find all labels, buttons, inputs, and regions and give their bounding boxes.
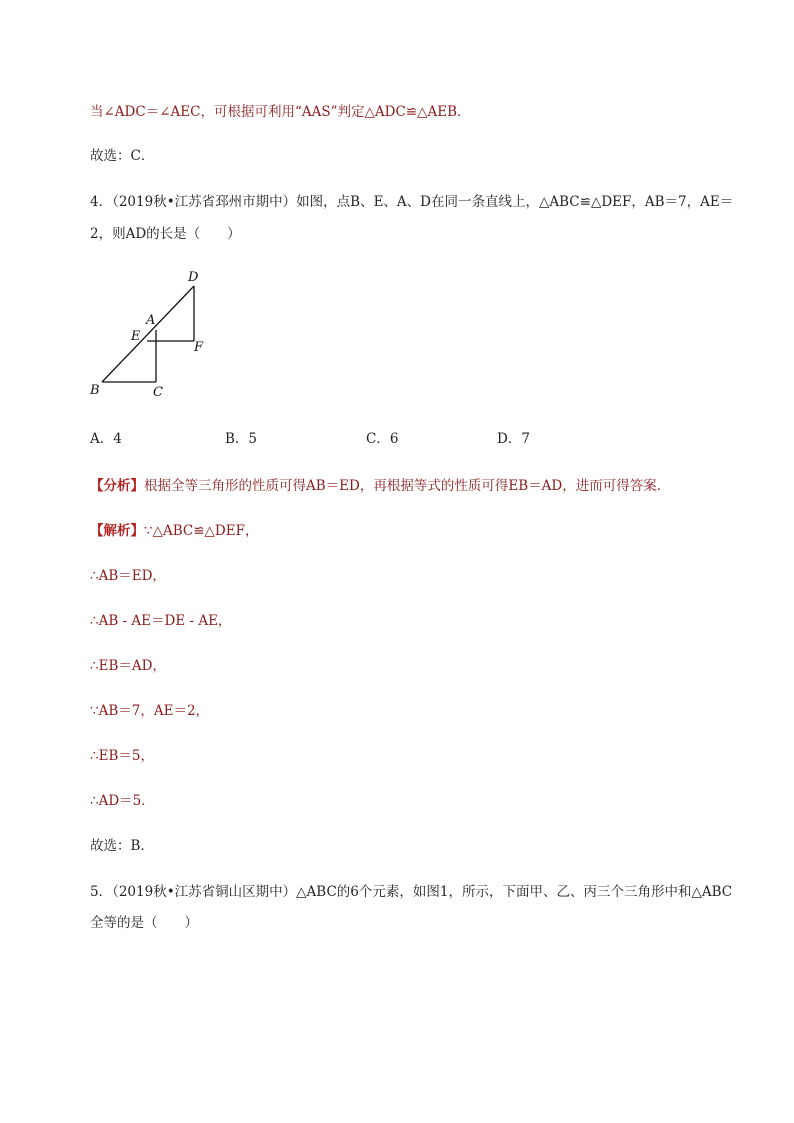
label-F: F (194, 340, 204, 355)
q4-analysis (90, 476, 670, 496)
solution-step: ∴EB＝5， (90, 748, 154, 764)
label-D: D (188, 270, 199, 285)
q4-stem-line1: 4．（2019秋•江苏省邳州市期中）如图，点B、E、A、D在同一条直线上，△ABC≌△DEF，AB＝7，AE＝ (90, 194, 734, 210)
q4-geometry-figure (80, 262, 230, 407)
prev-answer-text: 故选：C． (90, 148, 155, 164)
q5-stem-line1: 5．（2019秋•江苏省铜山区期中）△ABC的6个元素，如图1，所示，下面甲、乙、丙三个三角形中和△ABC (90, 884, 733, 900)
solution-step: ∵AB＝7，AE＝2， (90, 703, 210, 719)
solution-step: ∴EB＝AD， (90, 658, 166, 674)
label-B: B (90, 383, 100, 398)
q4-solution-first (90, 521, 258, 541)
q4-option-a: A．4 (90, 431, 122, 447)
solution-step: ∴AD＝5． (90, 793, 155, 809)
solution-step: ∴AB - AE＝DE - AE， (90, 613, 232, 629)
solution-step: ∴AB＝ED， (90, 568, 166, 584)
analysis-text: 根据全等三角形的性质可得AB＝ED，再根据等式的性质可得EB＝AD，进而可得答案． (144, 478, 671, 494)
q4-answer (90, 836, 154, 856)
analysis-tag: 【分析】 (90, 478, 144, 494)
solution-step-0: ∵△ABC≌△DEF， (144, 523, 259, 539)
label-C: C (153, 385, 163, 400)
q5-stem-line2: 全等的是（ ） (90, 915, 198, 931)
label-E: E (131, 329, 141, 344)
label-A: A (146, 313, 156, 328)
q4-option-b: B．5 (225, 431, 258, 447)
q4-stem-line2: 2，则AD的长是（ ） (90, 226, 241, 242)
q4-option-d: D．7 (497, 431, 530, 447)
q4-answer-text: 故选：B． (90, 838, 154, 854)
prev-answer (90, 146, 154, 166)
solution-tag: 【解析】 (90, 523, 144, 539)
prev-solution-line: 当∠ADC＝∠AEC，可根据可利用“AAS”判定△ADC≌△AEB． (90, 104, 471, 120)
line-BD (102, 286, 194, 382)
q4-option-c: C．6 (366, 431, 399, 447)
